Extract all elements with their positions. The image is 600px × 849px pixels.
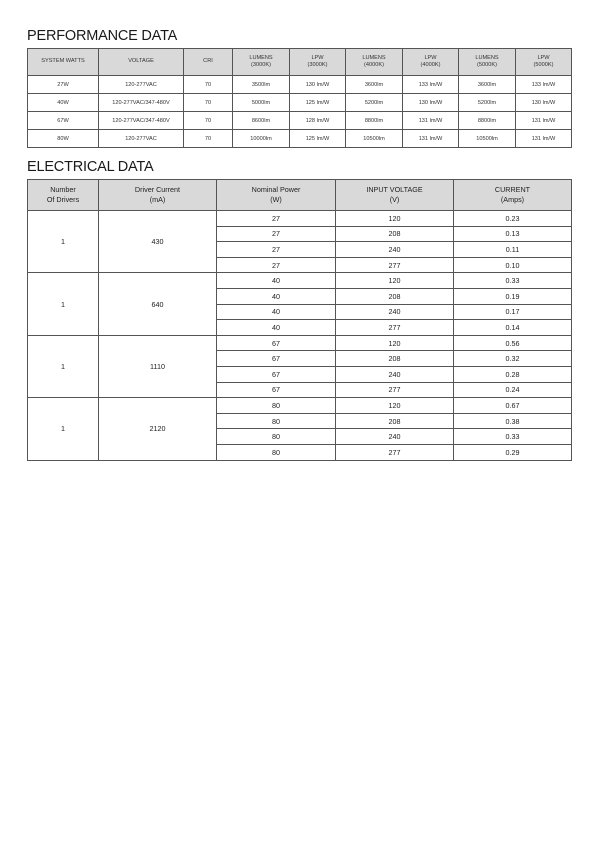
current-cell: 0.29 <box>454 444 572 460</box>
cell: 10500lm <box>459 130 516 148</box>
voltage-cell: 120 <box>336 335 454 351</box>
cell: 131 lm/W <box>403 112 459 130</box>
voltage-cell: 240 <box>336 429 454 445</box>
power-cell: 27 <box>217 242 336 258</box>
current-cell: 0.56 <box>454 335 572 351</box>
current-cell: 0.19 <box>454 288 572 304</box>
table-row <box>28 398 572 414</box>
drivers-count-cell: 1 <box>28 335 99 397</box>
table-row <box>28 335 572 351</box>
current-cell: 0.23 <box>454 211 572 227</box>
power-cell: 40 <box>217 273 336 289</box>
voltage-cell: 120 <box>336 398 454 414</box>
cell: 67W <box>28 112 99 130</box>
current-cell: 0.11 <box>454 242 572 258</box>
header-lumens-5000k: LUMENS (5000K) <box>459 49 516 76</box>
table-row <box>28 76 572 94</box>
voltage-cell: 120 <box>336 273 454 289</box>
cell: 125 lm/W <box>290 130 346 148</box>
cell: 70 <box>184 94 233 112</box>
power-cell: 80 <box>217 413 336 429</box>
header-current: CURRENT (Amps) <box>454 180 572 211</box>
header-driver-current: Driver Current (mA) <box>99 180 217 211</box>
cell: 131 lm/W <box>516 130 572 148</box>
cell: 120-277VAC <box>99 76 184 94</box>
header-voltage: VOLTAGE <box>99 49 184 76</box>
current-cell: 0.24 <box>454 382 572 398</box>
driver-current-cell: 430 <box>99 211 217 273</box>
driver-current-cell: 1110 <box>99 335 217 397</box>
power-cell: 27 <box>217 211 336 227</box>
cell: 130 lm/W <box>290 76 346 94</box>
current-cell: 0.32 <box>454 351 572 367</box>
driver-current-cell: 2120 <box>99 398 217 460</box>
current-cell: 0.33 <box>454 429 572 445</box>
power-cell: 67 <box>217 366 336 382</box>
cell: 70 <box>184 112 233 130</box>
electrical-table <box>27 179 572 461</box>
cell: 130 lm/W <box>516 94 572 112</box>
current-cell: 0.33 <box>454 273 572 289</box>
header-system-watts: SYSTEM WATTS <box>28 49 99 76</box>
power-cell: 40 <box>217 304 336 320</box>
header-lpw-3000k: LPW (3000K) <box>290 49 346 76</box>
power-cell: 27 <box>217 257 336 273</box>
header-input-voltage: INPUT VOLTAGE (V) <box>336 180 454 211</box>
performance-header-row <box>28 49 572 76</box>
table-row <box>28 273 572 289</box>
voltage-cell: 240 <box>336 366 454 382</box>
electrical-data-title: ELECTRICAL DATA <box>27 159 154 175</box>
cell: 131 lm/W <box>516 112 572 130</box>
cell: 5200lm <box>459 94 516 112</box>
table-row <box>28 112 572 130</box>
current-cell: 0.67 <box>454 398 572 414</box>
cell: 131 lm/W <box>403 130 459 148</box>
voltage-cell: 277 <box>336 320 454 336</box>
cell: 130 lm/W <box>403 94 459 112</box>
voltage-cell: 208 <box>336 351 454 367</box>
cell: 40W <box>28 94 99 112</box>
performance-data-title: PERFORMANCE DATA <box>27 28 178 44</box>
cell: 3500lm <box>233 76 290 94</box>
driver-current-cell: 640 <box>99 273 217 335</box>
header-cri: CRI <box>184 49 233 76</box>
power-cell: 40 <box>217 320 336 336</box>
current-cell: 0.17 <box>454 304 572 320</box>
header-lumens-4000k: LUMENS (4000K) <box>346 49 403 76</box>
header-nominal-power: Nominal Power (W) <box>217 180 336 211</box>
cell: 8800lm <box>459 112 516 130</box>
cell: 5200lm <box>346 94 403 112</box>
cell: 80W <box>28 130 99 148</box>
current-cell: 0.38 <box>454 413 572 429</box>
cell: 70 <box>184 130 233 148</box>
cell: 8600lm <box>233 112 290 130</box>
voltage-cell: 277 <box>336 382 454 398</box>
power-cell: 67 <box>217 351 336 367</box>
performance-table <box>27 48 572 148</box>
header-number-of-drivers: Number Of Drivers <box>28 180 99 211</box>
drivers-count-cell: 1 <box>28 273 99 335</box>
current-cell: 0.13 <box>454 226 572 242</box>
power-cell: 80 <box>217 429 336 445</box>
voltage-cell: 120 <box>336 211 454 227</box>
power-cell: 67 <box>217 382 336 398</box>
table-row <box>28 211 572 227</box>
current-cell: 0.10 <box>454 257 572 273</box>
cell: 10000lm <box>233 130 290 148</box>
power-cell: 80 <box>217 398 336 414</box>
voltage-cell: 277 <box>336 257 454 273</box>
current-cell: 0.28 <box>454 366 572 382</box>
voltage-cell: 240 <box>336 242 454 258</box>
cell: 120-277VAC <box>99 130 184 148</box>
cell: 128 lm/W <box>290 112 346 130</box>
current-cell: 0.14 <box>454 320 572 336</box>
power-cell: 40 <box>217 288 336 304</box>
cell: 125 lm/W <box>290 94 346 112</box>
header-lumens-3000k: LUMENS (3000K) <box>233 49 290 76</box>
voltage-cell: 208 <box>336 413 454 429</box>
power-cell: 80 <box>217 444 336 460</box>
cell: 120-277VAC/347-480V <box>99 112 184 130</box>
cell: 133 lm/W <box>516 76 572 94</box>
cell: 70 <box>184 76 233 94</box>
header-lpw-4000k: LPW (4000K) <box>403 49 459 76</box>
power-cell: 67 <box>217 335 336 351</box>
voltage-cell: 208 <box>336 226 454 242</box>
drivers-count-cell: 1 <box>28 211 99 273</box>
cell: 10500lm <box>346 130 403 148</box>
header-lpw-5000k: LPW (5000K) <box>516 49 572 76</box>
cell: 27W <box>28 76 99 94</box>
power-cell: 27 <box>217 226 336 242</box>
cell: 133 lm/W <box>403 76 459 94</box>
drivers-count-cell: 1 <box>28 398 99 460</box>
voltage-cell: 208 <box>336 288 454 304</box>
electrical-header-row <box>28 180 572 211</box>
cell: 8800lm <box>346 112 403 130</box>
table-row <box>28 94 572 112</box>
voltage-cell: 240 <box>336 304 454 320</box>
cell: 3600lm <box>459 76 516 94</box>
voltage-cell: 277 <box>336 444 454 460</box>
cell: 5000lm <box>233 94 290 112</box>
cell: 3600lm <box>346 76 403 94</box>
table-row <box>28 130 572 148</box>
cell: 120-277VAC/347-480V <box>99 94 184 112</box>
